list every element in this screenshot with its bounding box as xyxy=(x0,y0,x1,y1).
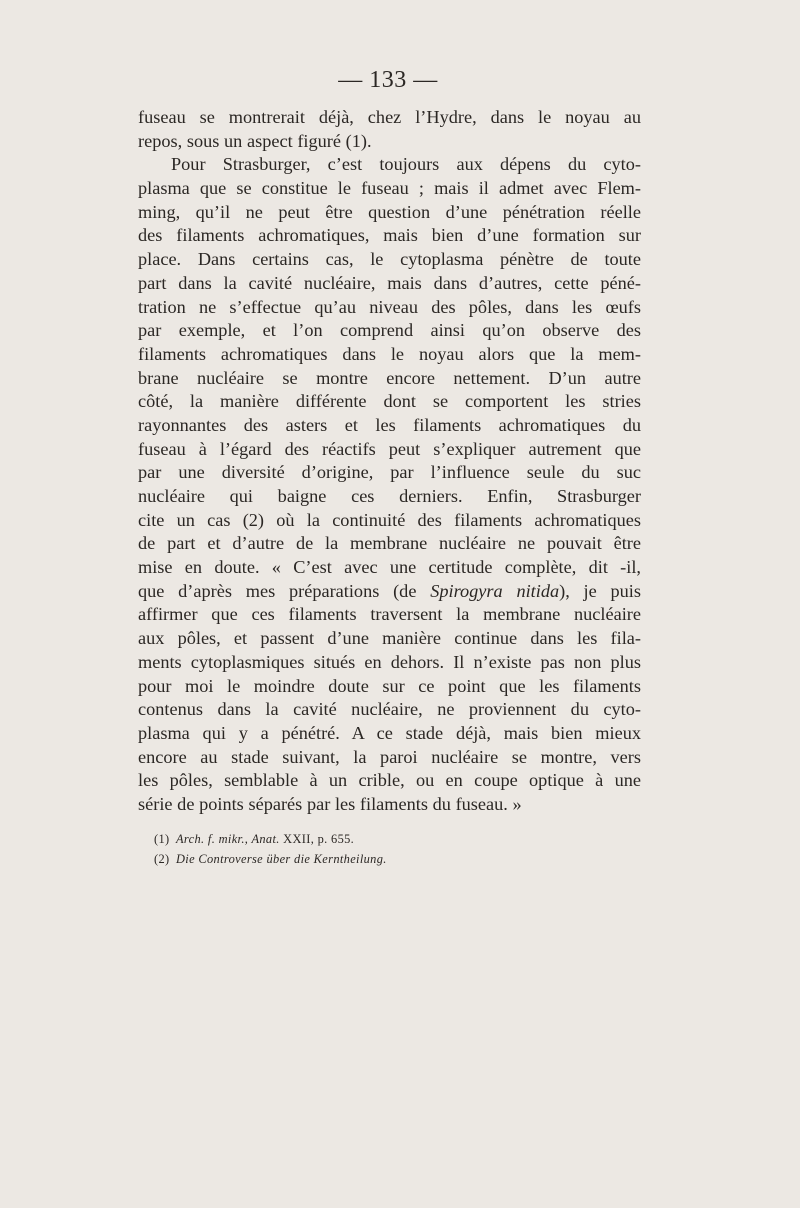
text-line-8: part dans la cavité nucléaire, mais dans d’autres, cette péné- xyxy=(138,272,641,293)
footnotes xyxy=(154,829,441,869)
body-text xyxy=(138,106,641,817)
text-line-1: fuseau se montrerait déjà, chez l’Hydre, dans le noyau au xyxy=(138,107,641,127)
text-line-29: les pôles, semblable à un crible, ou en coupe optique à une xyxy=(138,770,641,791)
text-line-4: plasma que se constitue le fuseau ; mais il admet avec Flem- xyxy=(138,178,641,199)
text-line-5: ming, qu’il ne peut être question d’une pénétration réelle xyxy=(138,201,641,222)
text-line-2: repos, sous un aspect figuré (1). xyxy=(138,130,372,151)
footnote-1-text xyxy=(176,832,354,846)
text-line-26: contenus dans la cavité nucléaire, ne proviennent du cyto- xyxy=(138,699,641,720)
footnote-2-number: (2) xyxy=(154,852,170,866)
text-line-15: fuseau à l’égard des réactifs peut s’expliquer autrement que xyxy=(138,438,641,459)
text-line-28: encore au stade suivant, la paroi nucléaire se montre, vers xyxy=(138,746,641,767)
text-line-21-end: ), je puis xyxy=(559,580,641,601)
footnote-1-number: (1) xyxy=(154,832,170,846)
text-line-13: côté, la manière différente dont se comportent les stries xyxy=(138,391,641,412)
text-line-20: mise en doute. « C’est avec une certitude complète, dit -il, xyxy=(138,557,641,578)
text-line-30: série de points séparés par les filaments du fuseau. » xyxy=(138,793,522,814)
text-line-25: pour moi le moindre doute sur ce point que les filaments xyxy=(138,675,641,696)
footnote-2-text xyxy=(176,852,387,866)
footnote-2-title: Die Controverse über die Kerntheilung. xyxy=(176,852,387,866)
text-line-24: ments cytoplasmiques situés en dehors. Il n’existe pas non plus xyxy=(138,651,641,672)
text-line-12: brane nucléaire se montre encore nettement. D’un autre xyxy=(138,367,641,388)
text-line-23: aux pôles, et passent d’une manière continue dans les fila- xyxy=(138,628,641,649)
text-line-10: par exemple, et l’on comprend ainsi qu’on observe des xyxy=(138,320,641,341)
text-line-11: filaments achromatiques dans le noyau alors que la mem- xyxy=(138,343,641,364)
text-line-27: plasma qui y a pénétré. A ce stade déjà, mais bien mieux xyxy=(138,722,641,743)
text-line-17: nucléaire qui baigne ces derniers. Enfin, Strasburger xyxy=(138,486,641,506)
text-line-9: tration ne s’effectue qu’au niveau des pôles, dans les œufs xyxy=(138,296,641,317)
page-number: — 133 — xyxy=(338,67,438,93)
text-line-7: place. Dans certains cas, le cytoplasma pénètre de toute xyxy=(138,249,641,270)
text-line-19: de part et d’autre de la membrane nucléaire ne pouvait être xyxy=(138,533,641,554)
text-line-22: affirmer que ces filaments traversent la membrane nucléaire xyxy=(138,604,641,625)
text-line-14: rayonnantes des asters et les filaments achromatiques du xyxy=(138,414,641,435)
text-line-6: des filaments achromatiques, mais bien d’une formation sur xyxy=(138,225,641,246)
species-name: Spirogyra nitida xyxy=(430,580,560,601)
footnote-2 xyxy=(154,849,441,869)
footnote-1-reference: XXII, p. 655. xyxy=(279,832,355,846)
text-line-3: Pour Strasburger, c’est toujours aux dépens du cyto- xyxy=(171,154,641,175)
footnote-1-journal: Arch. f. mikr., Anat. xyxy=(176,832,280,846)
text-line-16: par une diversité d’origine, par l’influence seule du suc xyxy=(138,462,641,483)
footnote-1 xyxy=(154,829,441,849)
text-line-21 xyxy=(138,580,641,604)
text-line-18: cite un cas (2) où la continuité des filaments achromatiques xyxy=(138,509,641,530)
text-line-21-start: que d’après mes préparations (de xyxy=(138,580,431,601)
